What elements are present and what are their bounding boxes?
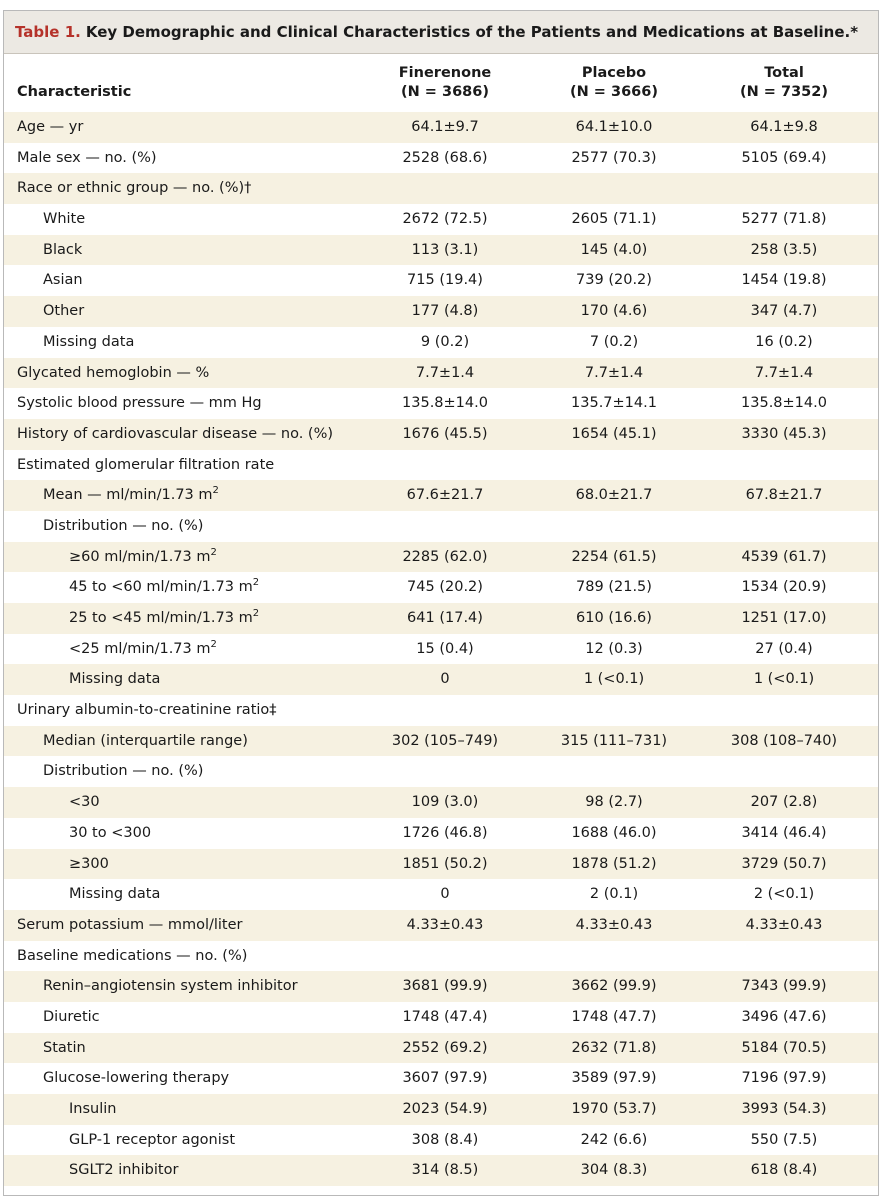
table-row <box>4 756 878 787</box>
cell-total: 308 (108–740) <box>730 732 838 749</box>
cell-placebo: 1748 (47.7) <box>571 1008 657 1025</box>
cell-total: 7343 (99.9) <box>741 978 827 995</box>
table-row <box>4 542 878 573</box>
cell-total: 5277 (71.8) <box>741 211 827 228</box>
table-header <box>4 54 878 112</box>
table-title: Key Demographic and Clinical Characteristics of the Patients and Medications at Baseline.* <box>85 23 859 41</box>
cell-placebo: 739 (20.2) <box>576 272 652 289</box>
cell-finerenone: 7.7±1.4 <box>415 364 475 381</box>
cell-total: 16 (0.2) <box>755 333 813 350</box>
cell-placebo: 2254 (61.5) <box>571 548 657 565</box>
header-placebo-n: (N = 3666) <box>570 84 658 100</box>
cell-finerenone: 64.1±9.7 <box>411 119 479 135</box>
cell-placebo: 12 (0.3) <box>585 640 643 657</box>
cell-finerenone: 109 (3.0) <box>411 794 479 811</box>
row-label-text: ≥60 ml/min/1.73 m <box>69 548 211 565</box>
cell-placebo: 1688 (46.0) <box>571 824 657 841</box>
row-label-text: Median (interquartile range) <box>43 732 248 749</box>
row-label <box>17 450 274 481</box>
row-label <box>43 756 203 787</box>
row-label <box>69 787 100 818</box>
header-placebo-name: Placebo <box>581 65 647 81</box>
row-label-superscript: 2 <box>210 638 217 650</box>
cell-total: 5184 (70.5) <box>741 1039 827 1056</box>
cell-finerenone: 2285 (62.0) <box>402 548 488 565</box>
cell-placebo: 1970 (53.7) <box>571 1101 657 1117</box>
table-row <box>4 480 878 511</box>
cell-placebo: 7 (0.2) <box>589 333 639 350</box>
row-label-superscript: 2 <box>252 608 260 620</box>
row-label-text: Diuretic <box>43 1008 100 1025</box>
row-label-superscript: 2 <box>210 546 217 558</box>
cell-placebo: 1878 (51.2) <box>571 855 657 872</box>
cell-finerenone: 2672 (72.5) <box>402 211 488 228</box>
cell-total: 207 (2.8) <box>750 794 818 811</box>
row-label <box>69 1125 235 1156</box>
cell-placebo: 64.1±10.0 <box>575 119 653 135</box>
row-label-superscript: 2 <box>212 485 219 497</box>
table-row <box>4 143 878 174</box>
cell-placebo: 315 (111–731) <box>560 732 668 749</box>
cell-total: 5105 (69.4) <box>741 149 827 166</box>
table-row <box>4 296 878 327</box>
cell-finerenone: 3681 (99.9) <box>402 978 488 995</box>
table-row <box>4 450 878 481</box>
row-label-text: Glycated hemoglobin — % <box>17 364 210 381</box>
cell-total: 3330 (45.3) <box>741 425 827 442</box>
row-label <box>43 1002 100 1033</box>
cell-finerenone: 745 (20.2) <box>407 579 483 596</box>
cell-placebo: 610 (16.6) <box>576 610 652 626</box>
header-finerenone-name: Finerenone <box>398 65 492 81</box>
cell-finerenone: 15 (0.4) <box>416 640 474 657</box>
row-label <box>69 664 160 695</box>
cell-placebo: 304 (8.3) <box>580 1162 648 1179</box>
cell-finerenone: 641 (17.4) <box>407 610 483 626</box>
table-row <box>4 664 878 695</box>
cell-total: 67.8±21.7 <box>745 487 823 504</box>
table-row <box>4 879 878 910</box>
table-row <box>4 419 878 450</box>
cell-finerenone: 177 (4.8) <box>411 303 479 320</box>
table-row <box>4 388 878 419</box>
cell-finerenone: 135.8±14.0 <box>402 395 488 412</box>
cell-finerenone: 4.33±0.43 <box>406 916 484 933</box>
table-title-bar <box>4 11 878 54</box>
cell-placebo: 145 (4.0) <box>580 241 648 258</box>
table-row <box>4 787 878 818</box>
table-row <box>4 1033 878 1064</box>
header-total-name: Total <box>764 65 804 81</box>
cell-placebo: 1 (<0.1) <box>583 671 645 688</box>
cell-finerenone: 308 (8.4) <box>411 1131 479 1148</box>
table-row <box>4 235 878 266</box>
cell-finerenone: 302 (105–749) <box>391 732 499 749</box>
row-label-text: Serum potassium — mmol/liter <box>17 916 243 933</box>
cell-finerenone: 2552 (69.2) <box>402 1039 488 1056</box>
cell-placebo: 3662 (99.9) <box>571 978 657 995</box>
row-label <box>17 910 243 941</box>
row-label-text: Insulin <box>69 1101 117 1117</box>
row-label <box>69 634 217 665</box>
table-row <box>4 941 878 972</box>
row-label-text: Statin <box>43 1039 86 1056</box>
row-label-text: History of cardiovascular disease — no. (%) <box>17 425 334 442</box>
table-row <box>4 112 878 143</box>
header-finerenone-n: (N = 3686) <box>401 84 489 100</box>
row-label <box>69 572 259 603</box>
row-label <box>69 879 160 910</box>
row-label-text: Baseline medications — no. (%) <box>17 947 248 964</box>
table-row <box>4 511 878 542</box>
table-row <box>4 971 878 1002</box>
cell-total: 64.1±9.8 <box>750 119 818 135</box>
cell-finerenone: 67.6±21.7 <box>406 487 484 504</box>
cell-finerenone: 113 (3.1) <box>411 241 479 258</box>
table-row <box>4 1002 878 1033</box>
row-label-text: Missing data <box>69 886 161 903</box>
table-row <box>4 634 878 665</box>
cell-placebo: 98 (2.7) <box>585 794 643 811</box>
row-label-text: ≥300 <box>69 855 109 872</box>
cell-total: 1251 (17.0) <box>741 610 827 626</box>
table-row <box>4 603 878 634</box>
cell-placebo: 7.7±1.4 <box>584 364 644 381</box>
row-label <box>17 112 83 143</box>
cell-finerenone: 314 (8.5) <box>411 1162 479 1179</box>
row-label <box>43 511 203 542</box>
cell-placebo: 170 (4.6) <box>580 303 648 320</box>
cell-finerenone: 1676 (45.5) <box>402 425 488 442</box>
row-label <box>43 480 219 511</box>
cell-total: 258 (3.5) <box>750 241 818 258</box>
row-label-text: 45 to <60 ml/min/1.73 m <box>69 579 253 596</box>
cell-finerenone: 2023 (54.9) <box>402 1101 488 1117</box>
table-row <box>4 1125 878 1156</box>
cell-total: 3414 (46.4) <box>741 824 827 841</box>
cell-placebo: 789 (21.5) <box>576 579 652 596</box>
table-row <box>4 173 878 204</box>
header-characteristic: Characteristic <box>17 84 132 100</box>
cell-placebo: 68.0±21.7 <box>575 487 653 504</box>
cell-total: 135.8±14.0 <box>741 395 827 412</box>
row-label-text: Male sex — no. (%) <box>17 149 157 166</box>
cell-total: 4.33±0.43 <box>745 916 823 933</box>
row-label <box>43 296 84 327</box>
table-row <box>4 1155 878 1186</box>
table-row <box>4 1094 878 1125</box>
row-label <box>17 358 209 389</box>
row-label-text: Renin–angiotensin system inhibitor <box>43 978 298 995</box>
row-label <box>69 1094 116 1125</box>
cell-total: 7196 (97.9) <box>741 1070 827 1087</box>
row-label <box>43 204 85 235</box>
row-label <box>43 971 298 1002</box>
row-label <box>43 327 134 358</box>
row-label <box>43 235 82 266</box>
cell-total: 3993 (54.3) <box>741 1101 827 1117</box>
cell-total: 550 (7.5) <box>750 1131 818 1148</box>
cell-total: 618 (8.4) <box>750 1162 818 1179</box>
table-row <box>4 358 878 389</box>
cell-total: 1454 (19.8) <box>741 272 827 289</box>
cell-placebo: 3589 (97.9) <box>571 1070 657 1087</box>
cell-placebo: 4.33±0.43 <box>575 916 653 933</box>
cell-finerenone: 0 <box>440 671 450 688</box>
table-row <box>4 265 878 296</box>
cell-finerenone: 9 (0.2) <box>420 333 470 350</box>
cell-placebo: 2 (0.1) <box>589 886 639 903</box>
row-label-superscript: 2 <box>252 577 260 589</box>
table-row <box>4 204 878 235</box>
row-label-text: Urinary albumin-to-creatinine ratio‡ <box>17 702 277 719</box>
row-label <box>17 941 247 972</box>
row-label-text: Missing data <box>69 671 161 688</box>
row-label-text: Mean — ml/min/1.73 m <box>43 487 213 504</box>
table-row <box>4 849 878 880</box>
cell-total: 7.7±1.4 <box>754 364 814 381</box>
row-label <box>43 1033 86 1064</box>
cell-finerenone: 0 <box>440 886 450 903</box>
table-frame <box>3 10 879 1196</box>
cell-finerenone: 1851 (50.2) <box>402 855 488 872</box>
row-label <box>17 173 251 204</box>
cell-total: 2 (<0.1) <box>753 886 815 903</box>
row-label <box>43 726 248 757</box>
table-body <box>4 112 878 1186</box>
row-label-text: Age — yr <box>17 119 84 135</box>
table-row <box>4 818 878 849</box>
table-row <box>4 726 878 757</box>
header-total-n: (N = 7352) <box>740 84 828 100</box>
row-label <box>69 603 259 634</box>
cell-total: 3729 (50.7) <box>741 855 827 872</box>
table-row <box>4 910 878 941</box>
row-label-text: Other <box>43 303 85 320</box>
row-label-text: Distribution — no. (%) <box>43 517 204 534</box>
row-label <box>69 1155 178 1186</box>
row-label-text: White <box>43 211 86 228</box>
row-label <box>69 849 109 880</box>
row-label <box>43 1063 229 1094</box>
row-label-text: Estimated glomerular filtration rate <box>17 456 275 473</box>
cell-finerenone: 2528 (68.6) <box>402 149 488 166</box>
cell-finerenone: 1726 (46.8) <box>402 824 488 841</box>
row-label <box>69 542 217 573</box>
table-row <box>4 327 878 358</box>
cell-placebo: 2577 (70.3) <box>571 149 657 166</box>
cell-finerenone: 3607 (97.9) <box>402 1070 488 1087</box>
cell-finerenone: 1748 (47.4) <box>402 1008 488 1025</box>
row-label-text: Asian <box>43 272 83 289</box>
row-label-text: 25 to <45 ml/min/1.73 m <box>69 610 253 626</box>
cell-total: 27 (0.4) <box>755 640 813 657</box>
header-placebo <box>534 64 694 102</box>
table-row <box>4 572 878 603</box>
row-label-text: 30 to <300 <box>69 824 152 841</box>
cell-placebo: 2605 (71.1) <box>571 211 657 228</box>
row-label-text: Missing data <box>43 333 135 350</box>
row-label-text: Distribution — no. (%) <box>43 763 204 780</box>
cell-placebo: 1654 (45.1) <box>571 425 657 442</box>
cell-total: 1534 (20.9) <box>741 579 827 596</box>
cell-total: 3496 (47.6) <box>741 1008 827 1025</box>
row-label-text: Systolic blood pressure — mm Hg <box>17 395 262 412</box>
row-label-text: <25 ml/min/1.73 m <box>69 640 211 657</box>
header-total <box>704 64 864 102</box>
row-label <box>17 143 157 174</box>
cell-placebo: 242 (6.6) <box>580 1131 648 1148</box>
row-label-text: GLP-1 receptor agonist <box>69 1131 236 1148</box>
row-label <box>17 695 277 726</box>
cell-total: 347 (4.7) <box>750 303 818 320</box>
row-label-text: Race or ethnic group — no. (%)† <box>17 180 252 197</box>
row-label <box>17 419 333 450</box>
row-label-text: Black <box>43 241 83 258</box>
cell-total: 4539 (61.7) <box>741 548 827 565</box>
row-label <box>43 265 83 296</box>
row-label <box>17 388 262 419</box>
table-row <box>4 695 878 726</box>
row-label-text: Glucose-lowering therapy <box>43 1070 230 1087</box>
header-finerenone <box>365 64 525 102</box>
cell-placebo: 135.7±14.1 <box>571 395 657 412</box>
cell-finerenone: 715 (19.4) <box>407 272 483 289</box>
cell-total: 1 (<0.1) <box>753 671 815 688</box>
row-label-text: SGLT2 inhibitor <box>69 1162 179 1179</box>
row-label-text: <30 <box>69 794 100 811</box>
cell-placebo: 2632 (71.8) <box>571 1039 657 1056</box>
table-number: Table 1. <box>15 23 81 41</box>
row-label <box>69 818 151 849</box>
table-row <box>4 1063 878 1094</box>
